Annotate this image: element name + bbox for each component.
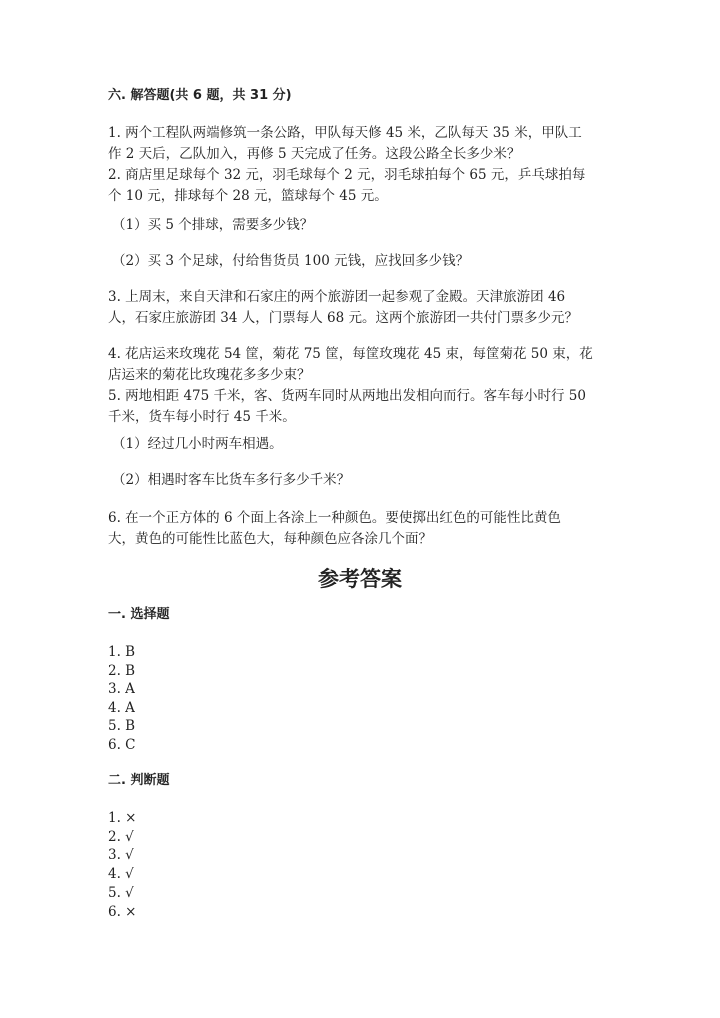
sub-question: （1）经过几小时两车相遇。	[112, 436, 283, 452]
question-text: 作 2 天后，乙队加入，再修 5 天完成了任务。这段公路全长多少米？	[108, 146, 521, 162]
answer-item: 3. A	[108, 681, 135, 697]
question-text: 4. 花店运来玫瑰花 54 筐，菊花 75 筐，每筐玫瑰花 45 束，每筐菊花 50 束，花	[108, 346, 593, 362]
answer-item: 5. B	[108, 718, 136, 734]
answer-item: 4. A	[108, 700, 135, 716]
answer-item: 4. √	[108, 866, 134, 882]
answer-item: 2. √	[108, 829, 134, 845]
answer-item: 1. ×	[108, 810, 137, 826]
question-text: 2. 商店里足球每个 32 元，羽毛球每个 2 元，羽毛球拍每个 65 元，乒乓球拍每	[108, 167, 586, 183]
question-text: 5. 两地相距 475 千米，客、货两车同时从两地出发相向而行。客车每小时行 50	[108, 388, 586, 404]
answers-title: 参考答案	[318, 567, 402, 591]
sub-question: （2）相遇时客车比货车多行多少千米？	[112, 472, 351, 488]
answer-item: 2. B	[108, 663, 136, 679]
answer-item: 5. √	[108, 885, 134, 901]
part2-heading: 二. 判断题	[108, 773, 170, 788]
question-text: 3. 上周末，来自天津和石家庄的两个旅游团一起参观了金殿。天津旅游团 46	[108, 289, 566, 305]
answer-item: 3. √	[108, 847, 134, 863]
answer-item: 6. C	[108, 737, 136, 753]
answer-item: 6. ×	[108, 904, 137, 920]
question-text: 店运来的菊花比玫瑰花多多少束？	[108, 367, 311, 383]
question-text: 人，石家庄旅游团 34 人，门票每人 68 元。这两个旅游团一共付门票多少元？	[108, 310, 579, 326]
question-text: 1. 两个工程队两端修筑一条公路，甲队每天修 45 米，乙队每天 35 米，甲队工	[108, 125, 582, 141]
question-text: 大，黄色的可能性比蓝色大，每种颜色应各涂几个面？	[108, 531, 432, 547]
question-text: 个 10 元，排球每个 28 元，篮球每个 45 元。	[108, 188, 388, 204]
sub-question: （1）买 5 个排球，需要多少钱？	[112, 217, 314, 233]
part1-heading: 一. 选择题	[108, 607, 170, 622]
question-text: 6. 在一个正方体的 6 个面上各涂上一种颜色。要使掷出红色的可能性比黄色	[108, 510, 561, 526]
section-6-heading: 六. 解答题(共 6 题，共 31 分)	[108, 88, 292, 103]
answer-item: 1. B	[108, 644, 136, 660]
sub-question: （2）买 3 个足球，付给售货员 100 元钱，应找回多少钱？	[112, 253, 470, 269]
question-text: 千米，货车每小时行 45 千米。	[108, 409, 296, 425]
